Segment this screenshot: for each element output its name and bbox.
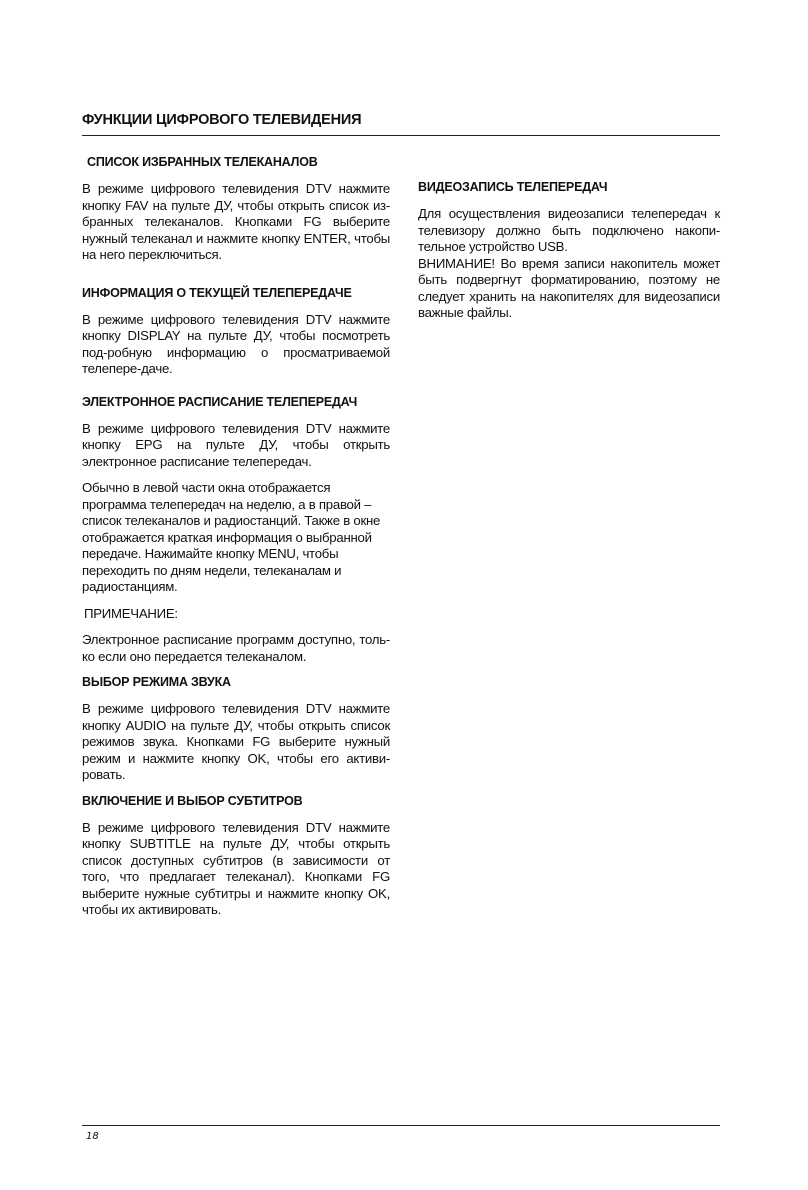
page-number: 18 xyxy=(86,1131,99,1142)
program-info-heading: ИНФОРМАЦИЯ О ТЕКУЩЕЙ ТЕЛЕПЕРЕДАЧЕ xyxy=(82,285,352,300)
note-text: Электронное расписание программ доступно, толь-ко если оно передается телеканалом. xyxy=(82,632,390,664)
title-divider xyxy=(82,135,720,136)
recording-warning: ВНИМАНИЕ! Во время записи накопитель может быть подвергнут форматированию, поэтому не следует хранить на накопителях для видеозаписи важные файлы. xyxy=(418,255,720,320)
subtitles-heading: ВКЛЮЧЕНИЕ И ВЫБОР СУБТИТРОВ xyxy=(82,793,303,808)
note-label: ПРИМЕЧАНИЕ: xyxy=(84,605,178,621)
epg-heading: ЭЛЕКТРОННОЕ РАСПИСАНИЕ ТЕЛЕПЕРЕДАЧ xyxy=(82,394,358,409)
fav-channels-text: В режиме цифрового телевидения DTV нажмите кнопку FAV на пульте ДУ, чтобы открыть список из-бранных телеканалов. Кнопками FG выберите нужный телеканал и нажмите кнопку ENTER, чтобы на него переключиться. xyxy=(82,181,390,262)
sound-mode-heading: ВЫБОР РЕЖИМА ЗВУКА xyxy=(82,675,231,689)
program-info-text: В режиме цифрового телевидения DTV нажмите кнопку DISPLAY на пульте ДУ, чтобы посмотреть под-робную информацию о просматриваемой телепере-даче. xyxy=(82,311,390,376)
sound-mode-text: В режиме цифрового телевидения DTV нажмите кнопку AUDIO на пульте ДУ, чтобы открыть список режимов звука. Кнопками FG выберите нужный режим и нажмите кнопку OK, чтобы его активи-ровать. xyxy=(82,701,390,782)
epg-detail-text: Обычно в левой части окна отображается программа телепередач на неделю, а в правой – список телеканалов и радиостанций. Также в окне отображается краткая информация о выбранной передаче. Нажимайте кнопку MENU, чтобы переходить по дням недели, телеканалам и радиостанциям. xyxy=(82,480,381,594)
fav-channels-heading: СПИСОК ИЗБРАННЫХ ТЕЛЕКАНАЛОВ xyxy=(87,155,318,169)
page-title: ФУНКЦИИ ЦИФРОВОГО ТЕЛЕВИДЕНИЯ xyxy=(82,112,362,128)
left-column xyxy=(82,155,390,919)
recording-text: Для осуществления видеозаписи телепередач к телевизору должно быть подключено накопи-тельное устройство USB. xyxy=(418,206,720,254)
right-column xyxy=(418,180,720,322)
recording-heading: ВИДЕОЗАПИСЬ ТЕЛЕПЕРЕДАЧ xyxy=(418,180,608,194)
subtitles-text: В режиме цифрового телевидения DTV нажмите кнопку SUBTITLE на пульте ДУ, чтобы открыть список доступных субтитров (в зависимости от того, что предлагает телеканал). Кнопками FG выберите нужные субтитры и нажмите кнопку OK, чтобы их активировать. xyxy=(82,819,390,917)
footer-divider xyxy=(82,1125,720,1126)
epg-text: В режиме цифрового телевидения DTV нажмите кнопку EPG на пульте ДУ, чтобы открыть электронное расписание телепередач. xyxy=(82,420,390,469)
